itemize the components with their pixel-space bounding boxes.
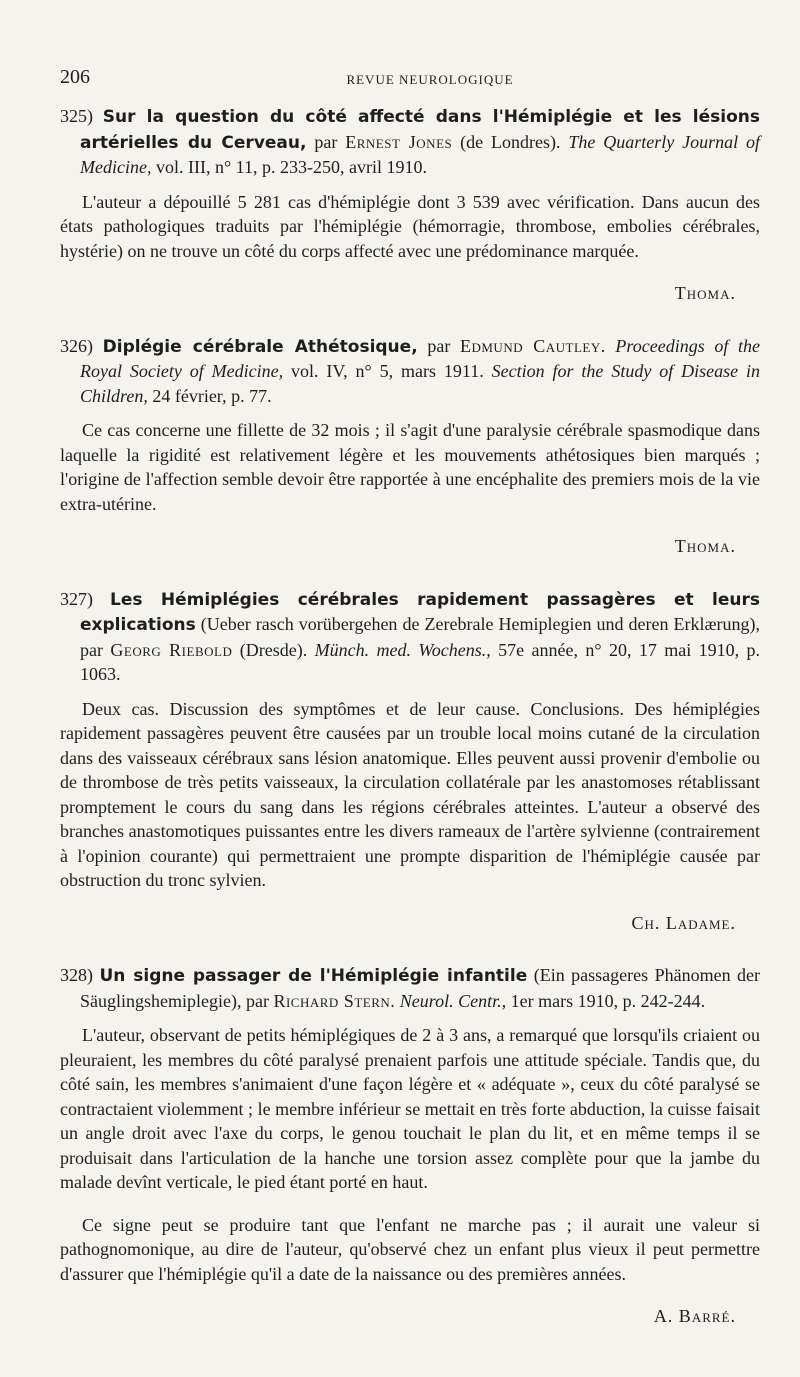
- article-author: Edmund Cautley.: [459, 335, 606, 356]
- journal-name: The Quarterly Journal of Medicine,: [80, 131, 761, 177]
- article-heading: [60, 963, 760, 1013]
- article-author: Richard Stern.: [273, 990, 396, 1011]
- article-325: [60, 104, 760, 306]
- article-327: [60, 587, 760, 936]
- citation: 1er mars 1910, p. 242-244.: [510, 990, 706, 1011]
- article-body: L'auteur, observant de petits hémiplégiques de 2 à 3 ans, a remarqué que lorsqu'ils criaient ou pleuraient, les membres du côté paralysé prenaient parfois une attitude spéciale. Tandis que, du côté sain, les membres s'animaient d'une façon légère et « adéquate », ceux du côté paralysé se contractaient violemment ; le membre inférieur se mettait en très forte abduction, la cuisse faisait un angle droit avec l'axe du corps, le genou touchait le plan du lit, et en même temps il se produisait dans l'articulation de la hanche une torsion assez complète pour que la jambe du malade devînt verticale, le pied étant porté en haut.: [60, 1025, 760, 1192]
- article-title: Un signe passager de l'Hémiplégie infantile: [99, 966, 528, 986]
- article-title: Sur la question du côté affecté dans l'Hémiplégie et les lésions artérielles du Cerveau,: [80, 107, 761, 153]
- article-number: 325): [60, 106, 93, 126]
- page-number: 206: [60, 66, 90, 88]
- article-number: 328): [60, 965, 93, 985]
- citation-secondary: 24 février, p. 77.: [152, 385, 272, 406]
- author-location: (de Londres).: [460, 131, 561, 152]
- article-number: 326): [60, 335, 93, 356]
- article-body: L'auteur a dépouillé 5 281 cas d'hémiplégie dont 3 539 avec vérification. Dans aucun des états pathologiques traduits par l'hémiplégie (hémorragie, thrombose, embolies cérébrales, hystérie) on ne trouve un côté du corps affecté avec une prédominance marquée.: [60, 191, 760, 261]
- article-heading: [60, 334, 760, 409]
- by-word: par: [427, 335, 451, 356]
- author-location: (Dresde).: [239, 639, 308, 660]
- citation: vol. III, n° 11, p. 233-250, avril 1910.: [155, 157, 427, 177]
- article-heading: [60, 587, 760, 687]
- article-body: Ce cas concerne une fillette de 32 mois ; il s'agit d'une paralysie cérébrale spasmodique dans laquelle la rigidité est relativement légère et les mouvements athétosiques bien marqués ; l'origine de l'affection semble devoir être rapportée à une encéphalite des premiers mois de la vie extra-utérine.: [60, 420, 760, 514]
- article-subtitle: (Ueber rasch vorübergehen de Zerebrale Hemiplegien und deren Erklærung),: [200, 614, 761, 634]
- article-number: 327): [60, 588, 93, 609]
- article-title: Diplégie cérébrale Athétosique,: [102, 336, 418, 357]
- article-author: Georg Riebold: [110, 639, 233, 660]
- article-signature: Ch. Ladame.: [631, 912, 736, 933]
- article-author: Ernest Jones: [345, 131, 453, 152]
- by-word: par: [314, 131, 338, 152]
- journal-section: Section for the Study of Disease in Children,: [80, 361, 760, 406]
- journal-name: Münch. med. Wochens.,: [314, 639, 491, 660]
- article-heading: [60, 104, 760, 180]
- article-signature: Thoma.: [674, 536, 736, 556]
- journal-name: Neurol. Centr.,: [399, 990, 507, 1011]
- by-word: par: [80, 639, 103, 660]
- article-326: [60, 334, 760, 559]
- article-328: [60, 963, 760, 1329]
- article-signature: A. Barré.: [653, 1306, 736, 1326]
- article-subtitle: (Ein passageres Phänomen der Säuglingshemiplegie),: [80, 965, 761, 1011]
- article-title: Les Hémiplégies cérébrales rapidement passagères et leurs explications: [80, 589, 761, 635]
- running-title: REVUE NEUROLOGIQUE: [346, 72, 514, 87]
- page-content: [60, 104, 760, 1357]
- article-signature: Thoma.: [674, 283, 736, 303]
- journal-name: Proceedings of the Royal Society of Medicine,: [80, 335, 761, 381]
- article-body-continued: Ce signe peut se produire tant que l'enfant ne marche pas ; il aurait une valeur si pathognomonique, au dire de l'auteur, qu'observé chez un enfant plus vieux il peut permettre d'assurer que l'hémiplégie qu'il a date de la naissance ou des premières années.: [60, 1214, 760, 1284]
- citation: 57e année, n° 20, 17 mai 1910, p. 1063.: [80, 639, 761, 684]
- citation: vol. IV, n° 5, mars 1911.: [291, 361, 484, 381]
- by-word: par: [245, 990, 269, 1011]
- article-body: Deux cas. Discussion des symptômes et de leur cause. Conclusions. Des hémiplégies rapidement passagères peuvent être causées par un trouble local moins cutané de la circulation dans des vaisseaux cérébraux sans lésion anatomique. Elles peuvent aussi provenir d'embolie ou de thrombose de très petits vaisseaux, la circulation collatérale par les anastomoses rétablissant promptement le cours du sang dans les régions cérébrales atteintes. L'auteur a observé des branches anastomotiques puissantes entre les divers rameaux de l'artère sylvienne (contrairement à l'opinion courante) qui permettraient une prompte disparition de l'hémiplégie causée par obstruction du tronc sylvien.: [60, 698, 760, 890]
- page-header: [60, 66, 760, 94]
